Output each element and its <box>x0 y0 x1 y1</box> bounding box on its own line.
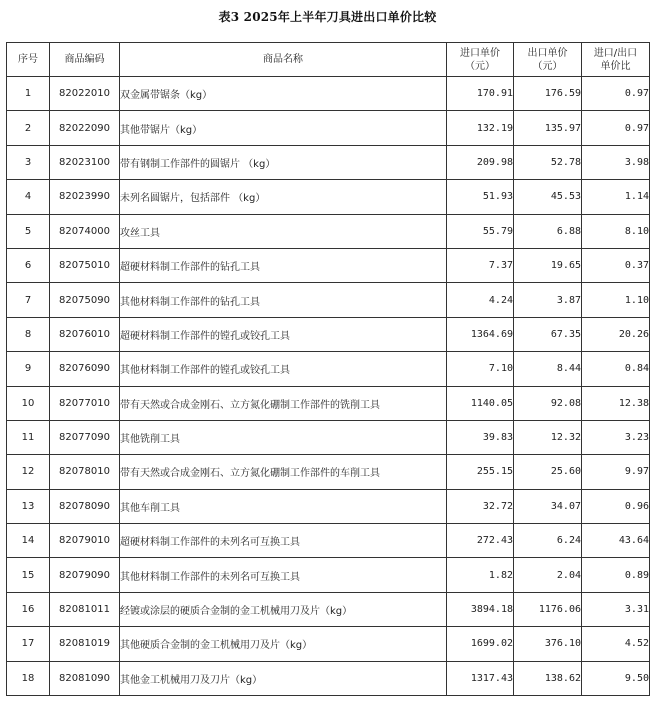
table-row <box>7 661 650 695</box>
header-code: 商品编码 <box>50 43 120 77</box>
header-import-price-line1: 进口单价 <box>460 47 500 59</box>
cell-import-price: 209.98 <box>447 145 514 179</box>
cell-name: 其他材料制工作部件的未列名可互换工具 <box>120 558 447 592</box>
table-row <box>7 627 650 661</box>
cell-ratio: 20.26 <box>582 317 650 351</box>
cell-name: 其他带锯片（kg） <box>120 111 447 145</box>
cell-code: 82079010 <box>50 524 120 558</box>
cell-import-price: 272.43 <box>447 524 514 558</box>
cell-import-price: 55.79 <box>447 214 514 248</box>
cell-code: 82076090 <box>50 352 120 386</box>
table-row <box>7 420 650 454</box>
price-comparison-table <box>6 42 650 696</box>
cell-import-price: 39.83 <box>447 420 514 454</box>
table-row <box>7 558 650 592</box>
cell-ratio: 9.97 <box>582 455 650 489</box>
cell-export-price: 67.35 <box>514 317 582 351</box>
cell-import-price: 7.37 <box>447 248 514 282</box>
cell-name: 未列名圆锯片，包括部件 （kg） <box>120 180 447 214</box>
cell-export-price: 12.32 <box>514 420 582 454</box>
table-row <box>7 386 650 420</box>
cell-export-price: 6.24 <box>514 524 582 558</box>
header-export-price-line1: 出口单价 <box>527 47 568 59</box>
cell-index: 3 <box>7 145 50 179</box>
cell-export-price: 19.65 <box>514 248 582 282</box>
table-row <box>7 248 650 282</box>
cell-export-price: 92.08 <box>514 386 582 420</box>
cell-name: 其他车削工具 <box>120 489 447 523</box>
cell-ratio: 9.50 <box>582 661 650 695</box>
cell-code: 82022010 <box>50 77 120 111</box>
cell-code: 82081090 <box>50 661 120 695</box>
cell-export-price: 1176.06 <box>514 592 582 626</box>
cell-index: 17 <box>7 627 50 661</box>
cell-export-price: 6.88 <box>514 214 582 248</box>
cell-export-price: 25.60 <box>514 455 582 489</box>
cell-ratio: 0.89 <box>582 558 650 592</box>
cell-code: 82023100 <box>50 145 120 179</box>
header-export-price <box>514 43 582 77</box>
cell-index: 5 <box>7 214 50 248</box>
cell-index: 11 <box>7 420 50 454</box>
cell-code: 82075090 <box>50 283 120 317</box>
cell-export-price: 2.04 <box>514 558 582 592</box>
cell-index: 8 <box>7 317 50 351</box>
table-row <box>7 77 650 111</box>
table-row <box>7 455 650 489</box>
cell-export-price: 34.07 <box>514 489 582 523</box>
cell-ratio: 4.52 <box>582 627 650 661</box>
table-row <box>7 111 650 145</box>
table-row <box>7 214 650 248</box>
cell-export-price: 3.87 <box>514 283 582 317</box>
cell-index: 18 <box>7 661 50 695</box>
cell-import-price: 7.10 <box>447 352 514 386</box>
table-title: 表3 2025年上半年刀具进出口单价比较 <box>218 10 437 24</box>
header-name: 商品名称 <box>120 43 447 77</box>
cell-export-price: 176.59 <box>514 77 582 111</box>
cell-index: 7 <box>7 283 50 317</box>
cell-ratio: 1.10 <box>582 283 650 317</box>
cell-name: 经镀或涂层的硬质合金制的金工机械用刀及片（kg） <box>120 592 447 626</box>
cell-ratio: 8.10 <box>582 214 650 248</box>
cell-name: 带有钢制工作部件的圆锯片 （kg） <box>120 145 447 179</box>
table-row <box>7 489 650 523</box>
cell-ratio: 1.14 <box>582 180 650 214</box>
header-import-price <box>447 43 514 77</box>
cell-code: 82023990 <box>50 180 120 214</box>
cell-import-price: 4.24 <box>447 283 514 317</box>
cell-code: 82078090 <box>50 489 120 523</box>
cell-ratio: 3.31 <box>582 592 650 626</box>
table-row <box>7 145 650 179</box>
header-row <box>7 43 650 77</box>
cell-name: 其他硬质合金制的金工机械用刀及片（kg） <box>120 627 447 661</box>
cell-import-price: 1317.43 <box>447 661 514 695</box>
cell-name: 双金属带锯条（kg） <box>120 77 447 111</box>
cell-code: 82081011 <box>50 592 120 626</box>
header-ratio-line2: 单价比 <box>600 60 631 72</box>
cell-ratio: 3.98 <box>582 145 650 179</box>
cell-ratio: 0.37 <box>582 248 650 282</box>
cell-index: 2 <box>7 111 50 145</box>
cell-index: 6 <box>7 248 50 282</box>
cell-import-price: 1364.69 <box>447 317 514 351</box>
header-import-price-line2: （元） <box>465 60 495 72</box>
cell-index: 16 <box>7 592 50 626</box>
cell-index: 12 <box>7 455 50 489</box>
cell-import-price: 132.19 <box>447 111 514 145</box>
header-ratio <box>582 43 650 77</box>
table-row <box>7 283 650 317</box>
cell-export-price: 45.53 <box>514 180 582 214</box>
cell-export-price: 8.44 <box>514 352 582 386</box>
cell-name: 带有天然或合成金刚石、立方氮化硼制工作部件的车削工具 <box>120 455 447 489</box>
cell-import-price: 32.72 <box>447 489 514 523</box>
cell-index: 13 <box>7 489 50 523</box>
cell-export-price: 135.97 <box>514 111 582 145</box>
cell-export-price: 52.78 <box>514 145 582 179</box>
cell-name: 攻丝工具 <box>120 214 447 248</box>
cell-ratio: 43.64 <box>582 524 650 558</box>
table-row <box>7 524 650 558</box>
cell-ratio: 0.97 <box>582 111 650 145</box>
cell-name: 其他材料制工作部件的镗孔或铰孔工具 <box>120 352 447 386</box>
cell-code: 82078010 <box>50 455 120 489</box>
cell-export-price: 138.62 <box>514 661 582 695</box>
header-index: 序号 <box>7 43 50 77</box>
cell-code: 82022090 <box>50 111 120 145</box>
cell-code: 82077010 <box>50 386 120 420</box>
cell-name: 其他金工机械用刀及刀片（kg） <box>120 661 447 695</box>
cell-import-price: 1699.02 <box>447 627 514 661</box>
cell-index: 15 <box>7 558 50 592</box>
cell-import-price: 255.15 <box>447 455 514 489</box>
cell-index: 10 <box>7 386 50 420</box>
cell-import-price: 1.82 <box>447 558 514 592</box>
table-row <box>7 180 650 214</box>
cell-ratio: 3.23 <box>582 420 650 454</box>
cell-name: 其他材料制工作部件的钻孔工具 <box>120 283 447 317</box>
cell-ratio: 0.84 <box>582 352 650 386</box>
cell-ratio: 0.97 <box>582 77 650 111</box>
cell-ratio: 0.96 <box>582 489 650 523</box>
cell-code: 82076010 <box>50 317 120 351</box>
cell-index: 1 <box>7 77 50 111</box>
cell-import-price: 1140.05 <box>447 386 514 420</box>
cell-name: 其他铣削工具 <box>120 420 447 454</box>
cell-name: 带有天然或合成金刚石、立方氮化硼制工作部件的铣削工具 <box>120 386 447 420</box>
table-row <box>7 317 650 351</box>
header-export-price-line2: （元） <box>532 60 563 72</box>
cell-code: 82077090 <box>50 420 120 454</box>
cell-code: 82074000 <box>50 214 120 248</box>
cell-index: 9 <box>7 352 50 386</box>
table-row <box>7 352 650 386</box>
cell-import-price: 3894.18 <box>447 592 514 626</box>
cell-name: 超硬材料制工作部件的钻孔工具 <box>120 248 447 282</box>
cell-index: 4 <box>7 180 50 214</box>
cell-import-price: 51.93 <box>447 180 514 214</box>
cell-name: 超硬材料制工作部件的未列名可互换工具 <box>120 524 447 558</box>
cell-ratio: 12.38 <box>582 386 650 420</box>
cell-code: 82075010 <box>50 248 120 282</box>
cell-code: 82079090 <box>50 558 120 592</box>
header-ratio-line1: 进口/出口 <box>593 47 638 59</box>
cell-code: 82081019 <box>50 627 120 661</box>
cell-export-price: 376.10 <box>514 627 582 661</box>
table-row <box>7 592 650 626</box>
cell-import-price: 170.91 <box>447 77 514 111</box>
cell-name: 超硬材料制工作部件的镗孔或铰孔工具 <box>120 317 447 351</box>
cell-index: 14 <box>7 524 50 558</box>
